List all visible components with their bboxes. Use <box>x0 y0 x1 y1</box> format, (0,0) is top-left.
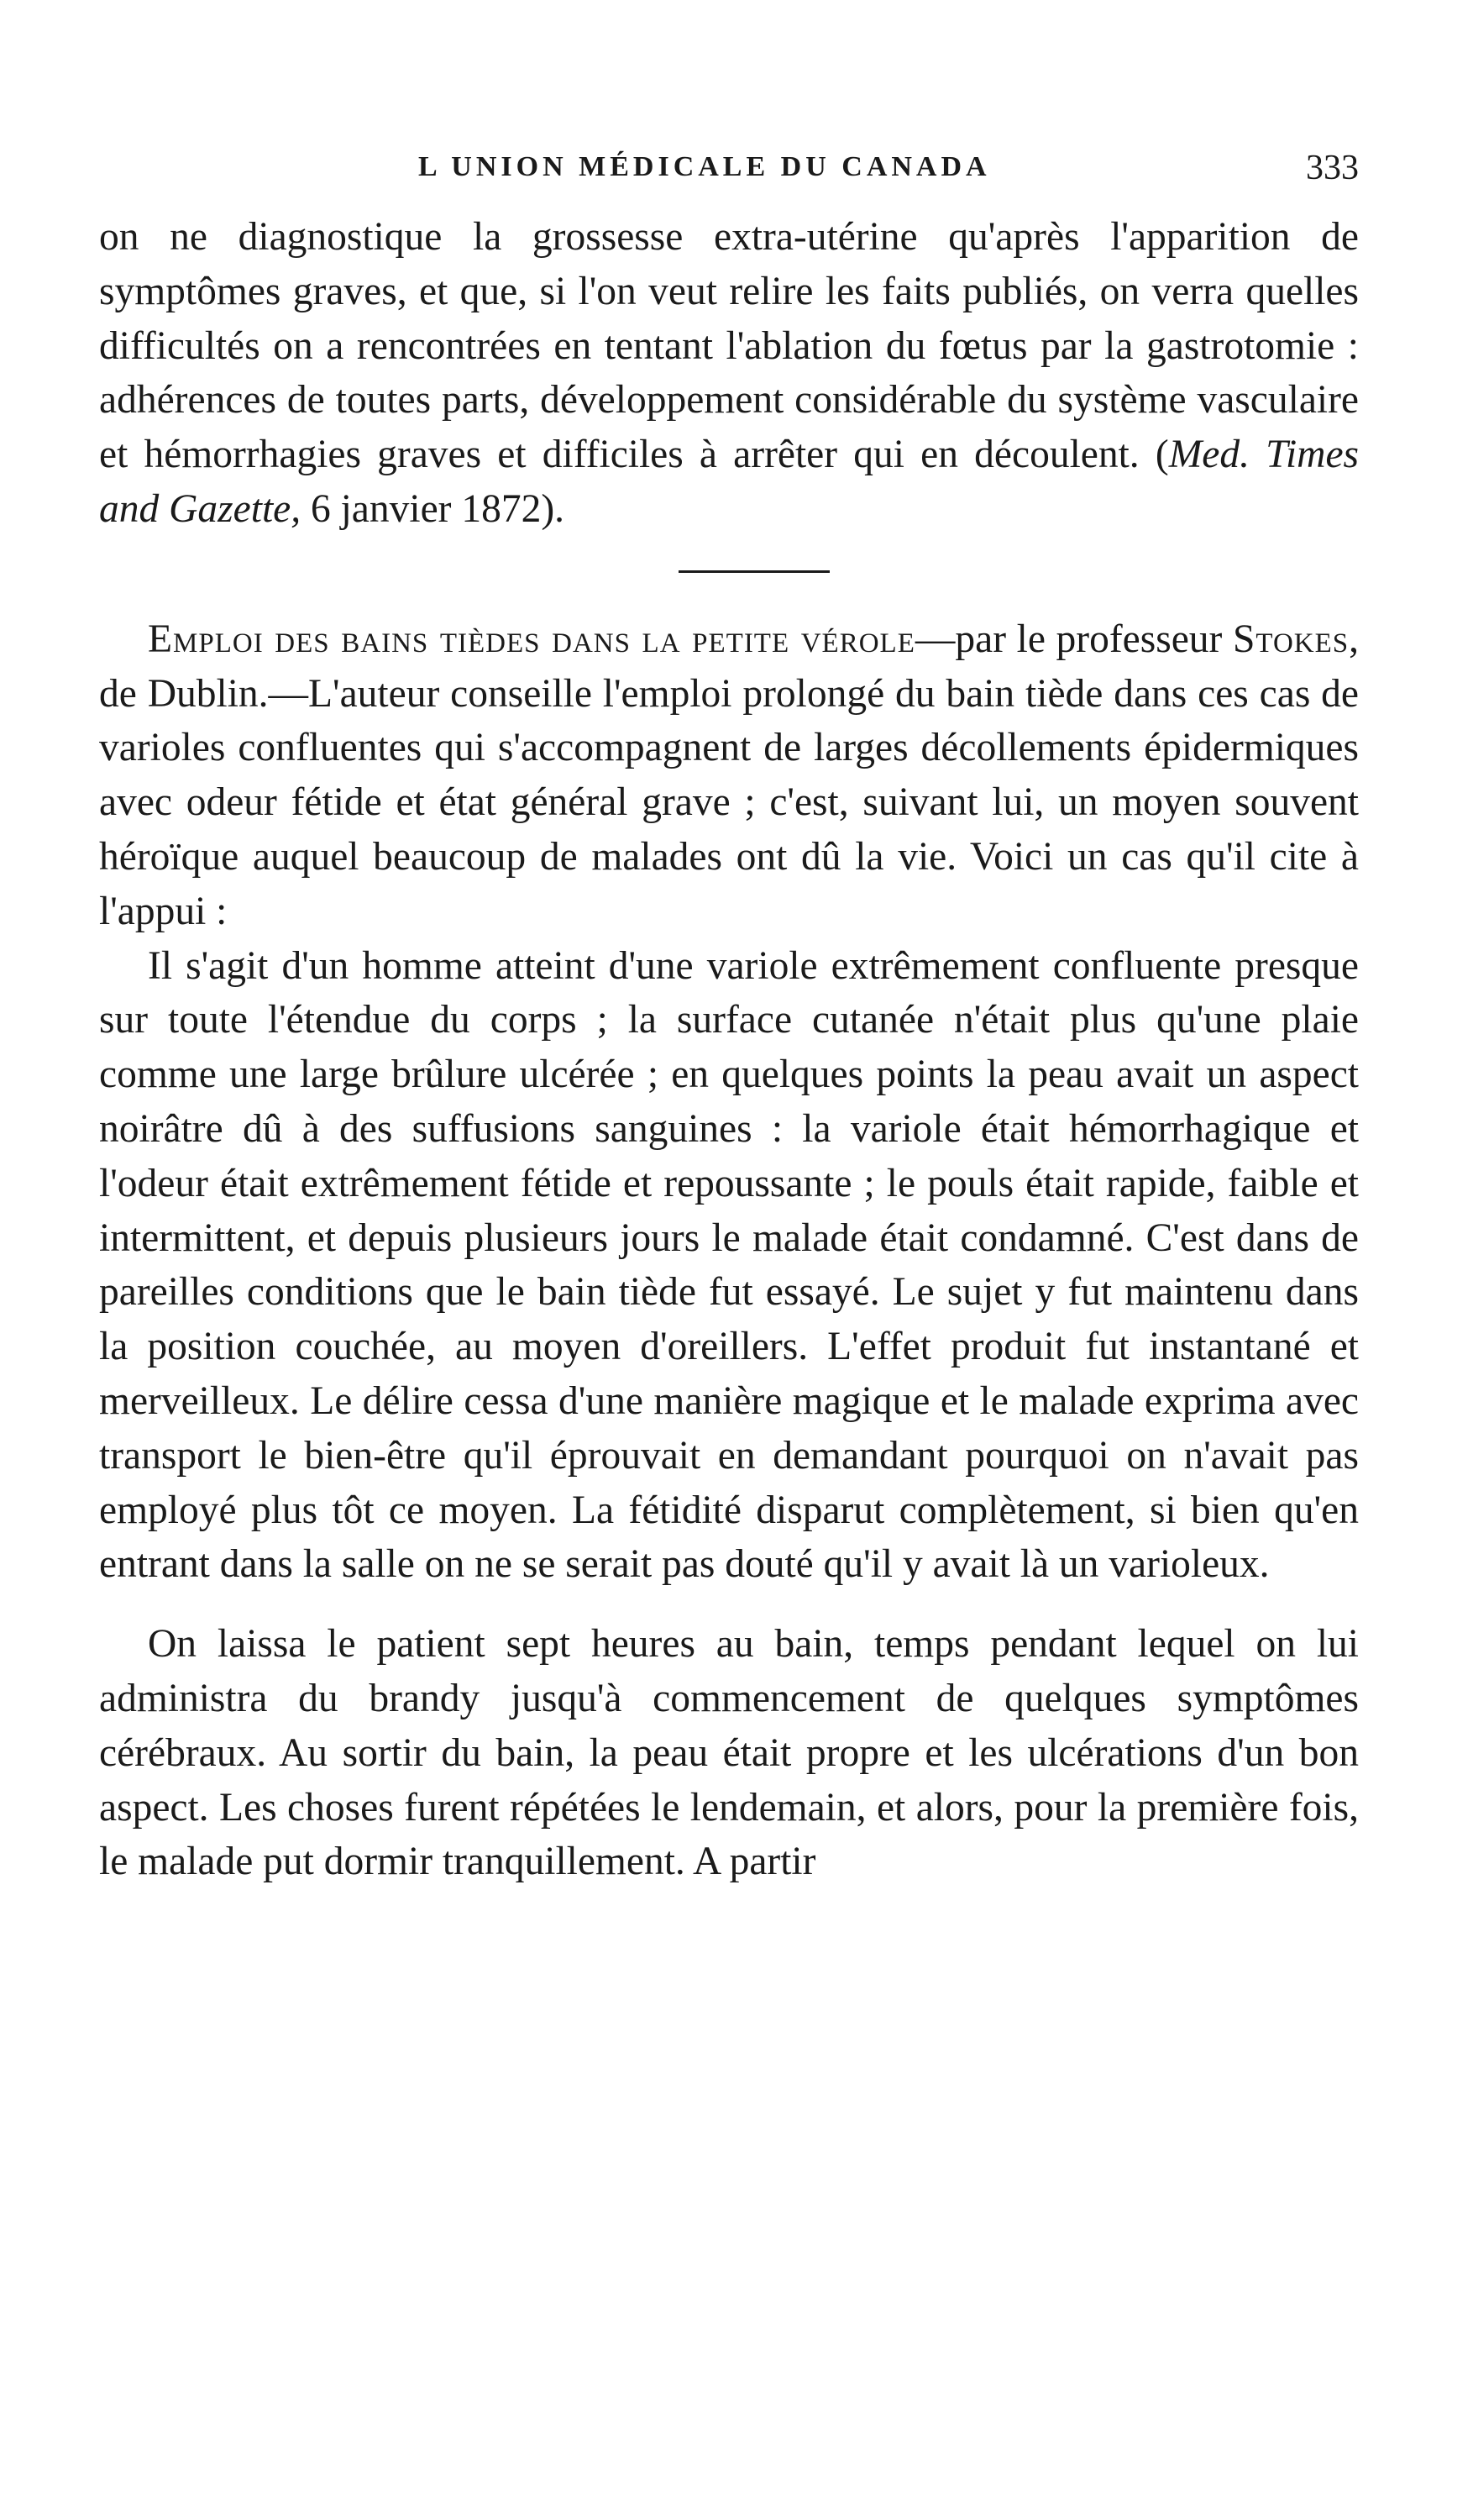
paragraph-gastrotomie <box>99 210 1359 537</box>
paragraph-bains-tiedes <box>99 612 1359 939</box>
running-head <box>99 151 1359 210</box>
author-name: Stokes <box>1232 617 1350 661</box>
citation-journal: Med. Times and Gazette, <box>99 433 1360 531</box>
body-text-section-2 <box>99 612 1359 1889</box>
body-text <box>99 210 1359 537</box>
paragraph-text: on ne diagnostique la grossesse extra-utérine qu'après l'apparition de symptômes graves, et que, si l'on veut relire les faits publiés, on verra quelles difficultés on a rencontrées en tentant l'ablation du fœtus par la gastrotomie : adhérences de toutes parts, développement considérable du système vasculaire et hémorrhagies graves et difficiles à arrêter qui en découlent. ( <box>99 215 1359 477</box>
byline-prefix: —par le professeur <box>915 617 1233 661</box>
section-heading: Emploi des bains tièdes dans la petite vérole <box>148 617 915 661</box>
page-number: 333 <box>1306 149 1359 187</box>
running-title: L UNION MÉDICALE DU CANADA <box>418 151 991 182</box>
book-page <box>99 151 1359 1889</box>
paragraph-case: Il s'agit d'un homme atteint d'une variole extrêmement confluente presque sur toute l'étendue du corps ; la surface cutanée n'était plus qu'une plaie comme une large brûlure ulcérée ; en quelques points la peau avait un aspect noirâtre dû à des suffusions sanguines : la variole était hémorrhagique et l'odeur était extrêmement fétide et repoussante ; le pouls était rapide, faible et intermittent, et depuis plusieurs jours le malade était condamné. C'est dans de pareilles conditions que le bain tiède fut essayé. Le sujet y fut maintenu dans la position couchée, au moyen d'oreillers. L'effet produit fut instantané et merveilleux. Le délire cessa d'une manière magique et le malade exprima avec transport le bien-être qu'il éprouvait en demandant pourquoi on n'avait pas employé plus tôt ce moyen. La fétidité disparut complètement, si bien qu'en entrant dans la salle on ne se serait pas douté qu'il y avait là un varioleux. <box>99 943 1359 1587</box>
paragraph-treatment: On laissa le patient sept heures au bain, temps pendant lequel on lui administra du brandy jusqu'à commencement de quelques symptômes cérébraux. Au sortir du bain, la peau était propre et les ulcérations d'un bon aspect. Les choses furent répétées le lendemain, et alors, pour la première fois, le malade put dormir tranquillement. A partir <box>99 1622 1359 1884</box>
paragraph-text: , de Dublin.—L'auteur conseille l'emploi prolongé du bain tiède dans ces cas de varioles confluentes qui s'accompagnent de larges décollements épidermiques avec odeur fétide et état général grave ; c'est, suivant lui, un moyen souvent héroïque auquel beaucoup de malades ont dû la vie. Voici un cas qu'il cite à l'appui : <box>99 617 1359 933</box>
citation-date: 6 janvier 1872). <box>301 486 565 531</box>
section-divider <box>99 537 1359 612</box>
divider-rule <box>679 570 830 573</box>
